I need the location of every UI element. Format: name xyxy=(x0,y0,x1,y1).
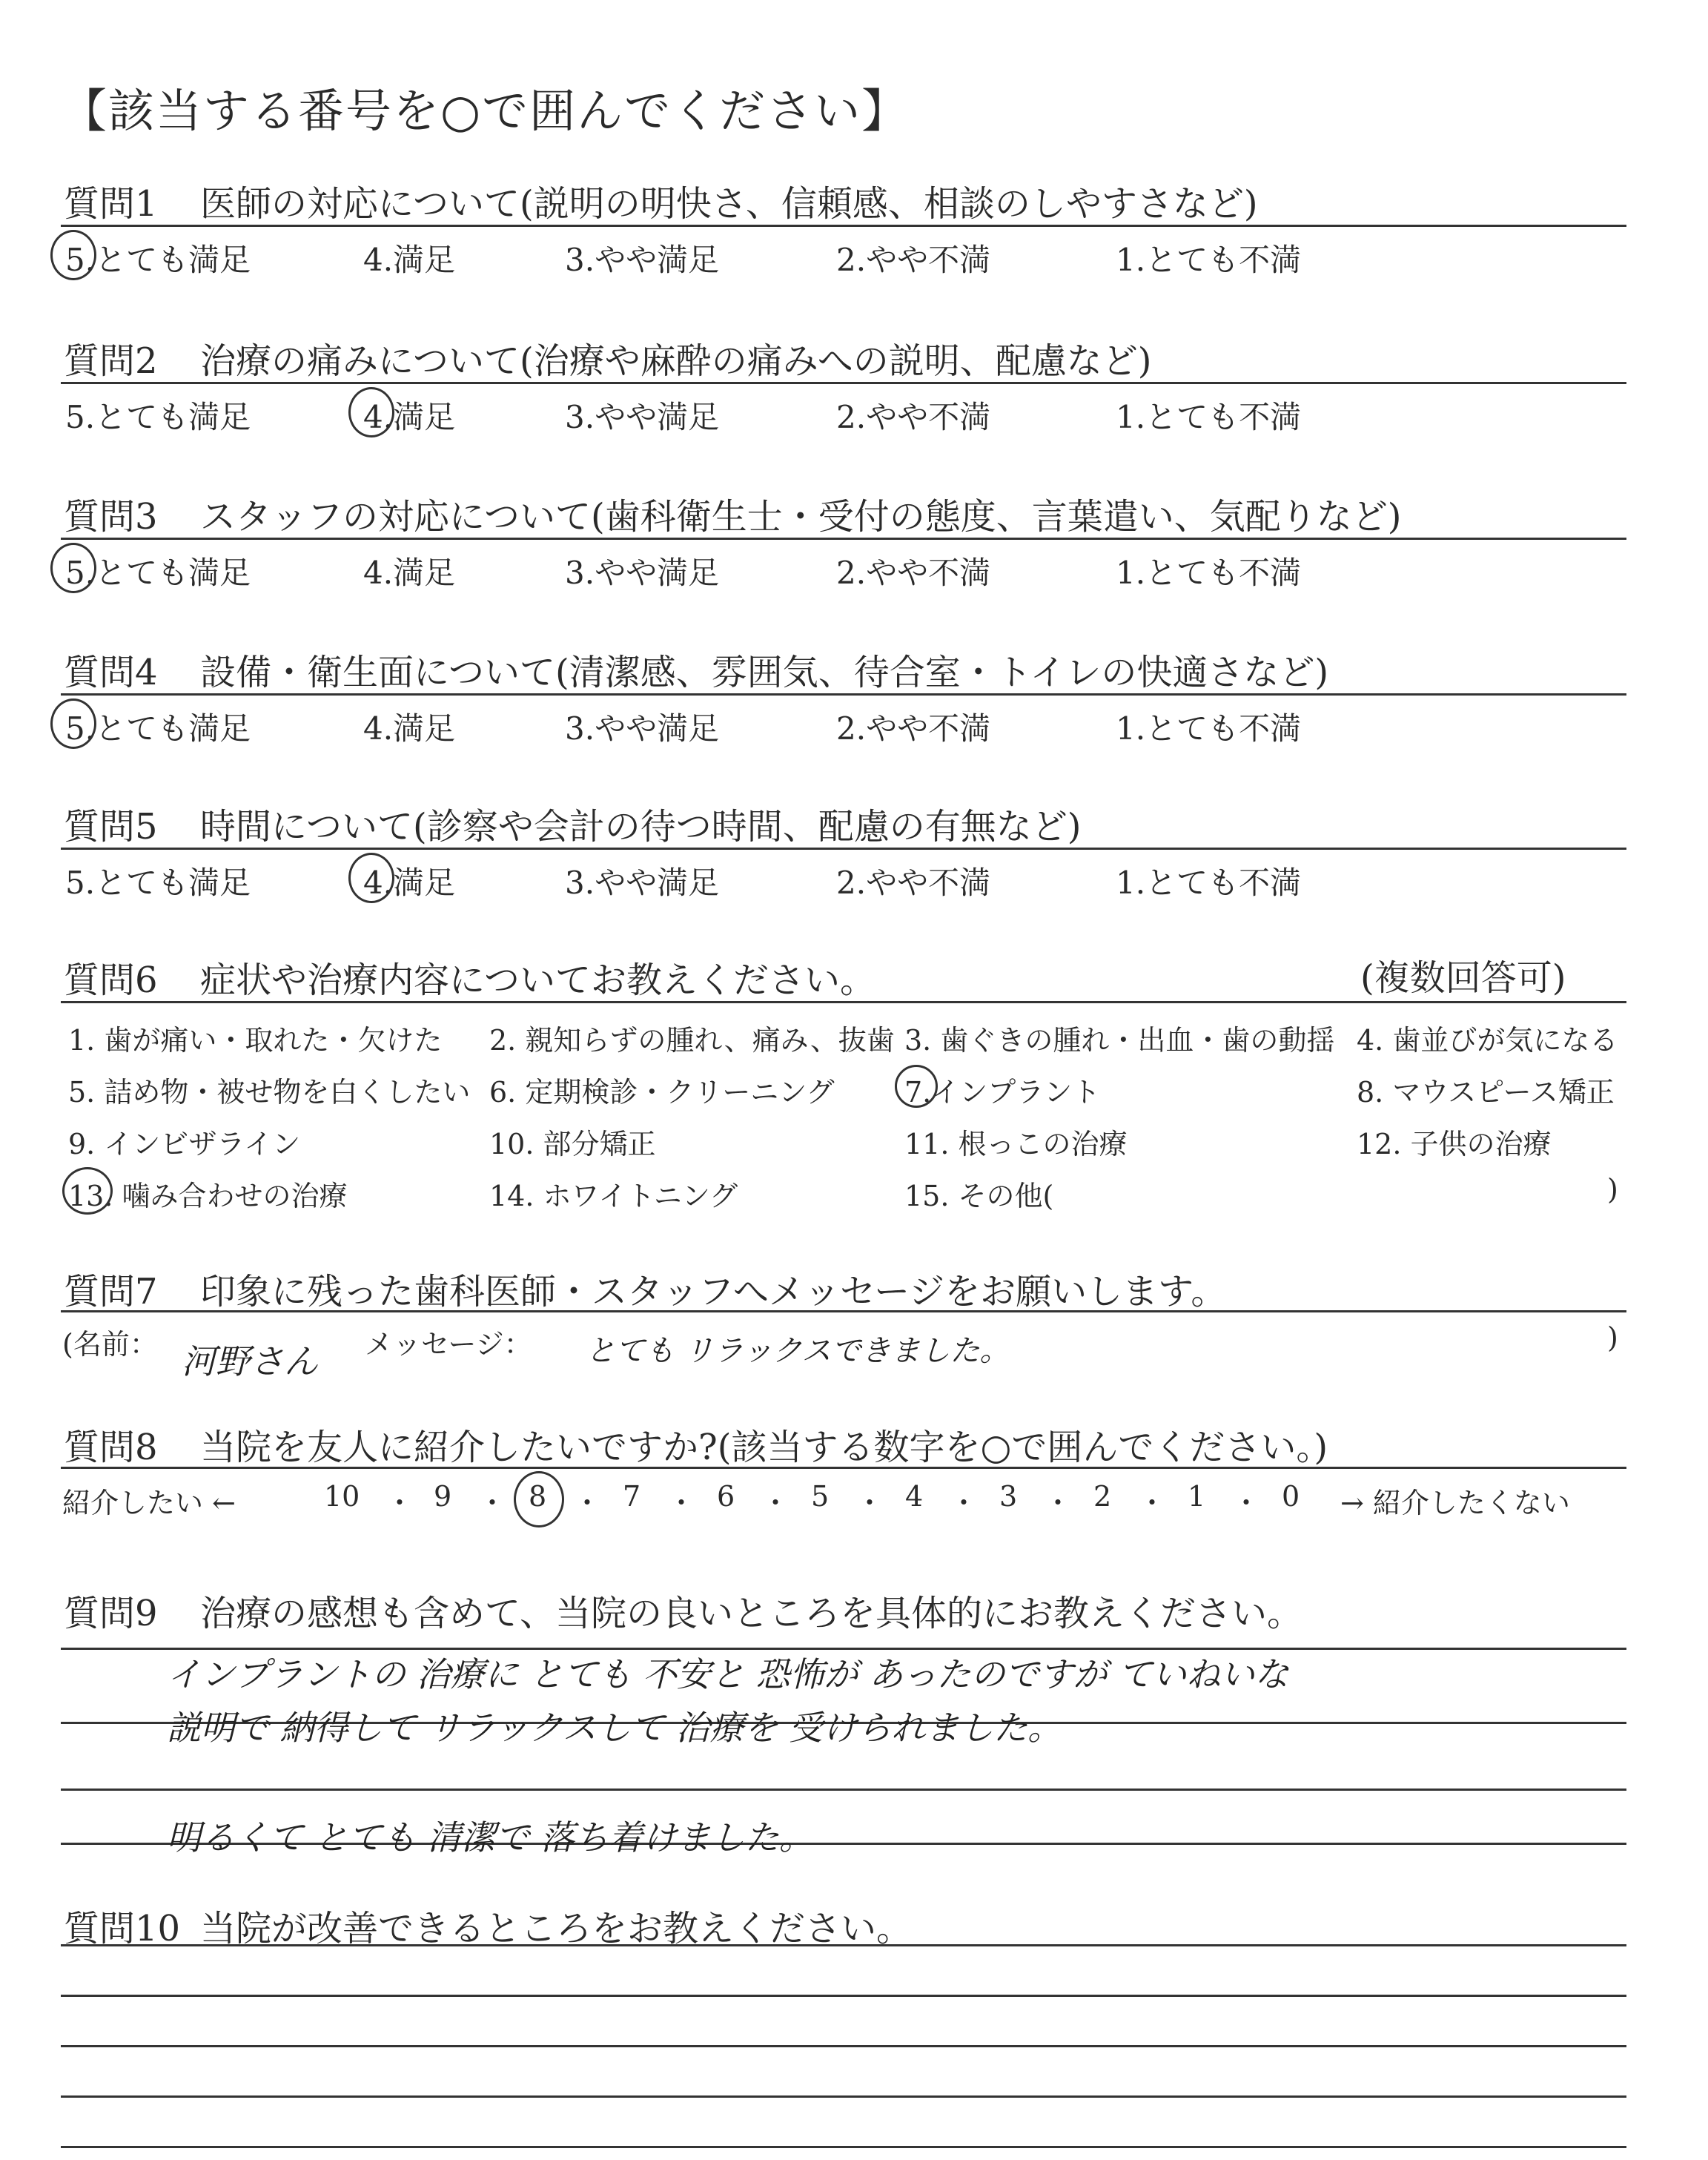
q1-label: 質問1 xyxy=(64,183,158,225)
q7-message-label: メッセージ： xyxy=(365,1328,532,1361)
q8-scale-0[interactable]: 0 xyxy=(1282,1480,1300,1513)
q4-option-1[interactable]: 1.とても不満 xyxy=(1116,710,1302,747)
q4-option-3[interactable]: 3.やや満足 xyxy=(565,710,720,747)
q2-option-2[interactable]: 2.やや不満 xyxy=(836,399,991,435)
q1-text: 医師の対応について(説明の明快さ、信頼感、相談のしやすさなど) xyxy=(200,183,1258,225)
q6-item-12[interactable]: 12. 子供の治療 xyxy=(1357,1128,1552,1160)
q3-selected-circle xyxy=(50,543,96,593)
q8-left-label: 紹介したい ← xyxy=(62,1487,236,1519)
q7-name-label: (名前： xyxy=(62,1328,158,1361)
q10-rule-2 xyxy=(61,1995,1626,1997)
q1-option-3[interactable]: 3.やや満足 xyxy=(565,242,720,278)
q7-label: 質問7 xyxy=(64,1271,158,1312)
q10-rule-3 xyxy=(61,2045,1626,2047)
q6-item-2[interactable]: 2. 親知らずの腫れ、痛み、抜歯 xyxy=(489,1024,895,1057)
q6-item-5[interactable]: 5. 詰め物・被せ物を白くしたい xyxy=(68,1076,471,1109)
q9-label: 質問9 xyxy=(64,1593,158,1634)
q8-scale-separator: ・ xyxy=(478,1487,507,1519)
q6-item-13[interactable]: 13. 噛み合わせの治療 xyxy=(68,1180,348,1212)
q8-right-label: → 紹介したくない xyxy=(1340,1487,1570,1519)
q2-label: 質問2 xyxy=(64,340,158,382)
q6-item-14[interactable]: 14. ホワイトニング xyxy=(489,1180,738,1212)
q6-item-8[interactable]: 8. マウスピース矯正 xyxy=(1357,1076,1615,1109)
q10-rule-5 xyxy=(61,2146,1626,2148)
page-title: 【該当する番号を○で囲んでください】 xyxy=(61,84,910,138)
q8-scale-separator: ・ xyxy=(1044,1487,1073,1519)
q8-scale-separator: ・ xyxy=(1138,1487,1167,1519)
q2-option-4[interactable]: 4.満足 xyxy=(363,399,456,435)
q5-rule xyxy=(61,848,1626,850)
q10-rule-4 xyxy=(61,2095,1626,2098)
q4-option-5[interactable]: 5.とても満足 xyxy=(65,710,251,747)
q8-scale-separator: ・ xyxy=(667,1487,696,1519)
q8-scale-separator: ・ xyxy=(855,1487,884,1519)
q8-scale-separator: ・ xyxy=(761,1487,790,1519)
q5-option-3[interactable]: 3.やや満足 xyxy=(565,865,720,901)
q8-scale-3[interactable]: 3 xyxy=(999,1480,1018,1513)
q1-rule xyxy=(61,225,1626,227)
q8-scale-5[interactable]: 5 xyxy=(811,1480,830,1513)
q6-item-7[interactable]: 7.インプラント xyxy=(904,1076,1101,1109)
q4-option-2[interactable]: 2.やや不満 xyxy=(836,710,991,747)
q5-option-5[interactable]: 5.とても満足 xyxy=(65,865,251,901)
q8-rule xyxy=(61,1467,1626,1469)
q5-text: 時間について(診察や会計の待つ時間、配慮の有無など) xyxy=(200,806,1082,848)
q8-scale-7[interactable]: 7 xyxy=(623,1480,641,1513)
q8-scale-2[interactable]: 2 xyxy=(1093,1480,1112,1513)
q10-text: 当院が改善できるところをお教えください。 xyxy=(200,1908,913,1949)
q6-text: 症状や治療内容についてお教えください。 xyxy=(200,960,876,1001)
q6-rule xyxy=(61,1001,1626,1003)
q4-option-4[interactable]: 4.満足 xyxy=(363,710,456,747)
q4-rule xyxy=(61,693,1626,696)
q5-option-2[interactable]: 2.やや不満 xyxy=(836,865,991,901)
q1-option-1[interactable]: 1.とても不満 xyxy=(1116,242,1302,278)
q2-selected-circle xyxy=(348,387,394,437)
q8-scale-10[interactable]: 10 xyxy=(324,1480,360,1513)
q3-option-2[interactable]: 2.やや不満 xyxy=(836,555,991,591)
q6-item-15[interactable]: 15. その他( xyxy=(904,1180,1054,1212)
q7-name-value[interactable]: 河野さん xyxy=(182,1341,318,1381)
q6-item-9[interactable]: 9. インビザライン xyxy=(68,1128,301,1160)
q6-label: 質問6 xyxy=(64,960,158,1001)
q3-option-4[interactable]: 4.満足 xyxy=(363,555,456,591)
q9-line-1[interactable]: インプラントの 治療に とても 不安と 恐怖が あったのですが ていねいな xyxy=(167,1654,1289,1694)
q8-scale-1[interactable]: 1 xyxy=(1188,1480,1206,1513)
q8-scale-separator: ・ xyxy=(385,1487,414,1519)
q2-option-1[interactable]: 1.とても不満 xyxy=(1116,399,1302,435)
q6-item-15-close: ) xyxy=(1607,1173,1618,1206)
q5-option-4[interactable]: 4.満足 xyxy=(363,865,456,901)
q8-scale-9[interactable]: 9 xyxy=(434,1480,452,1513)
q1-selected-circle xyxy=(50,230,96,280)
q7-close: ) xyxy=(1607,1321,1618,1354)
q2-text: 治療の痛みについて(治療や麻酔の痛みへの説明、配慮など) xyxy=(200,340,1152,382)
q4-selected-circle xyxy=(50,698,96,749)
q1-option-2[interactable]: 2.やや不満 xyxy=(836,242,991,278)
q8-selected-circle xyxy=(514,1471,564,1527)
q8-label: 質問8 xyxy=(64,1427,158,1468)
q6-selected-circle-13 xyxy=(62,1167,113,1215)
q3-rule xyxy=(61,538,1626,540)
q3-text: スタッフの対応について(歯科衛生士・受付の態度、言葉遣い、気配りなど) xyxy=(200,496,1402,538)
q9-line-2[interactable]: 説明で 納得して リラックスして 治療を 受けられました。 xyxy=(167,1708,1062,1748)
q8-text: 当院を友人に紹介したいですか?(該当する数字を○で囲んでください。) xyxy=(200,1427,1328,1468)
q5-selected-circle xyxy=(348,853,394,903)
q3-option-1[interactable]: 1.とても不満 xyxy=(1116,555,1302,591)
q8-scale-separator: ・ xyxy=(1232,1487,1261,1519)
q2-option-3[interactable]: 3.やや満足 xyxy=(565,399,720,435)
q9-line-4[interactable]: 明るくて とても 清潔で 落ち着けました。 xyxy=(167,1817,813,1857)
q8-scale-8[interactable]: 8 xyxy=(529,1480,547,1513)
q6-item-6[interactable]: 6. 定期検診・クリーニング xyxy=(489,1076,835,1109)
q3-label: 質問3 xyxy=(64,496,158,538)
q1-option-5[interactable]: 5.とても満足 xyxy=(65,242,251,278)
q10-rule-1 xyxy=(61,1944,1626,1946)
q9-text: 治療の感想も含めて、当院の良いところを具体的にお教えください。 xyxy=(200,1593,1303,1634)
q6-item-3[interactable]: 3. 歯ぐきの腫れ・出血・歯の動揺 xyxy=(904,1024,1335,1057)
q7-message-value[interactable]: とても リラックスできました。 xyxy=(586,1334,1010,1368)
q6-selected-circle-7 xyxy=(895,1065,938,1108)
q8-scale-separator: ・ xyxy=(573,1487,602,1519)
q2-rule xyxy=(61,382,1626,384)
q7-text: 印象に残った歯科医師・スタッフへメッセージをお願いします。 xyxy=(200,1271,1227,1312)
q8-scale-4[interactable]: 4 xyxy=(905,1480,924,1513)
q6-item-11[interactable]: 11. 根っこの治療 xyxy=(904,1128,1128,1160)
q6-item-1[interactable]: 1. 歯が痛い・取れた・欠けた xyxy=(68,1024,443,1057)
q5-option-1[interactable]: 1.とても不満 xyxy=(1116,865,1302,901)
q4-text: 設備・衛生面について(清潔感、雰囲気、待合室・トイレの快適さなど) xyxy=(200,652,1329,693)
q1-option-4[interactable]: 4.満足 xyxy=(363,242,456,278)
q3-option-5[interactable]: 5.とても満足 xyxy=(65,555,251,591)
q7-rule xyxy=(61,1310,1626,1312)
q10-label: 質問10 xyxy=(64,1908,181,1949)
q8-scale-separator: ・ xyxy=(950,1487,979,1519)
q2-option-5[interactable]: 5.とても満足 xyxy=(65,399,251,435)
q6-note: (複数回答可) xyxy=(1360,957,1566,999)
q8-scale-6[interactable]: 6 xyxy=(717,1480,735,1513)
q9-rule-3 xyxy=(61,1789,1626,1791)
q6-item-10[interactable]: 10. 部分矯正 xyxy=(489,1128,656,1160)
q5-label: 質問5 xyxy=(64,806,158,848)
q3-option-3[interactable]: 3.やや満足 xyxy=(565,555,720,591)
q6-item-4[interactable]: 4. 歯並びが気になる xyxy=(1357,1024,1618,1057)
q4-label: 質問4 xyxy=(64,652,158,693)
